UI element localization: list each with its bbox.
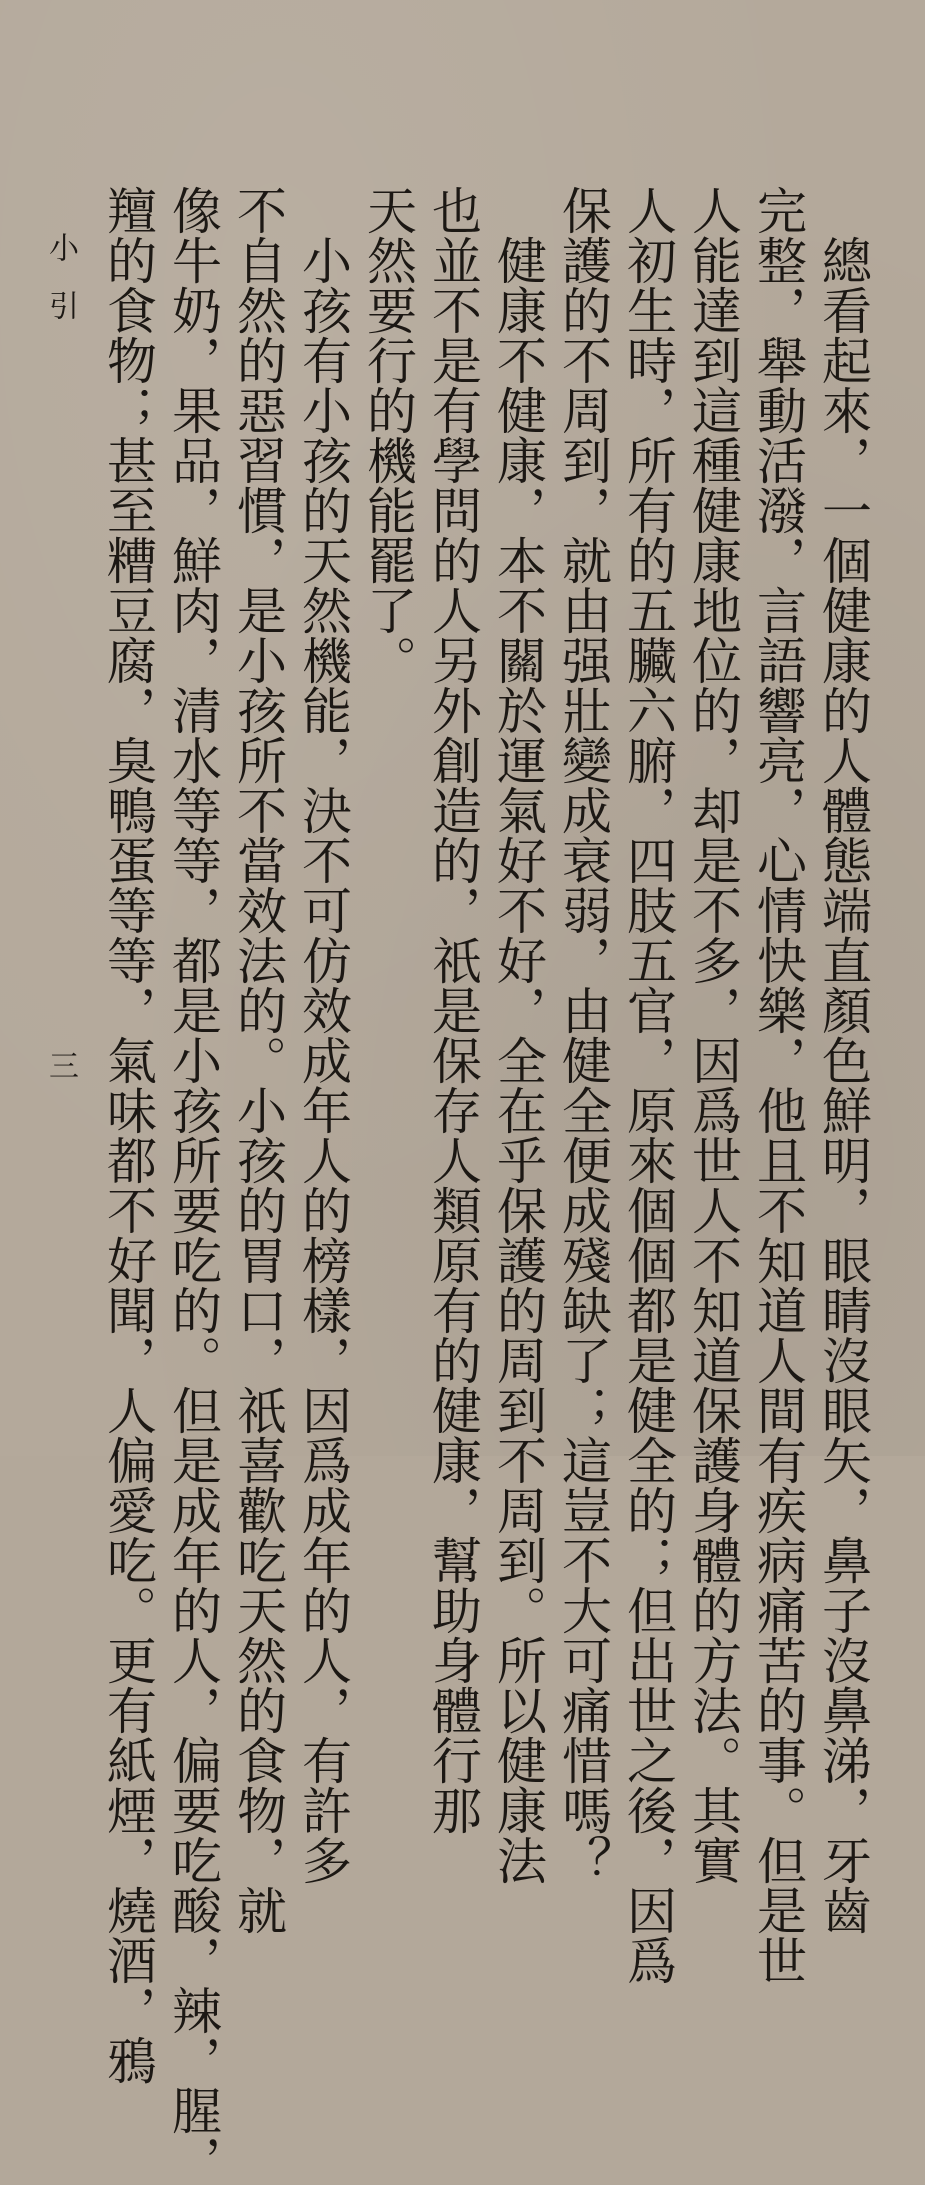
text-column: 不自然的惡習慣，是小孩所不當效法的。小孩的胃口，祇喜歡吃天然的食物，就	[229, 185, 287, 1935]
text-column: 健康不健康，本不關於運氣好不好，全在乎保護的周到不周到。所以健康法	[489, 235, 547, 1885]
text-column: 完整，舉動活潑，言語響亮，心情快樂，他且不知道人間有疾病痛苦的事。但是世	[749, 185, 807, 1985]
text-column: 小孩有小孩的天然機能，決不可仿效成年人的榜樣，因爲成年的人，有許多	[294, 235, 352, 1885]
text-column: 人能達到這種健康地位的，却是不多，因爲世人不知道保護身體的方法。其實	[684, 185, 742, 1885]
text-column: 天然要行的機能罷了。	[359, 185, 417, 685]
page-number: 三	[43, 1050, 78, 1080]
text-column: 也並不是有學問的人另外創造的，祇是保存人類原有的健康，幫助身體行那	[424, 185, 482, 1835]
text-column: 總看起來，一個健康的人體態端直顏色鮮明，眼睛沒眼矢，鼻子沒鼻涕，牙齒	[814, 235, 872, 1935]
running-head: 小引	[43, 232, 78, 348]
text-column: 人初生時，所有的五臟六腑，四肢五官，原來個個都是健全的；但出世之後，因爲	[619, 185, 677, 1985]
text-column: 像牛奶，果品，鮮肉，清水等等，都是小孩所要吃的。但是成年的人，偏要吃酸，辣，腥，	[164, 185, 222, 2185]
body-text	[95, 185, 875, 2185]
text-column: 羶的食物；甚至糟豆腐，臭鴨蛋等等，氣味都不好聞，人偏愛吃。更有紙煙，燒酒，鴉	[99, 185, 157, 2085]
text-column: 保護的不周到，就由强壯變成衰弱，由健全便成殘缺了；這豈不大可痛惜嗎？	[554, 185, 612, 1885]
